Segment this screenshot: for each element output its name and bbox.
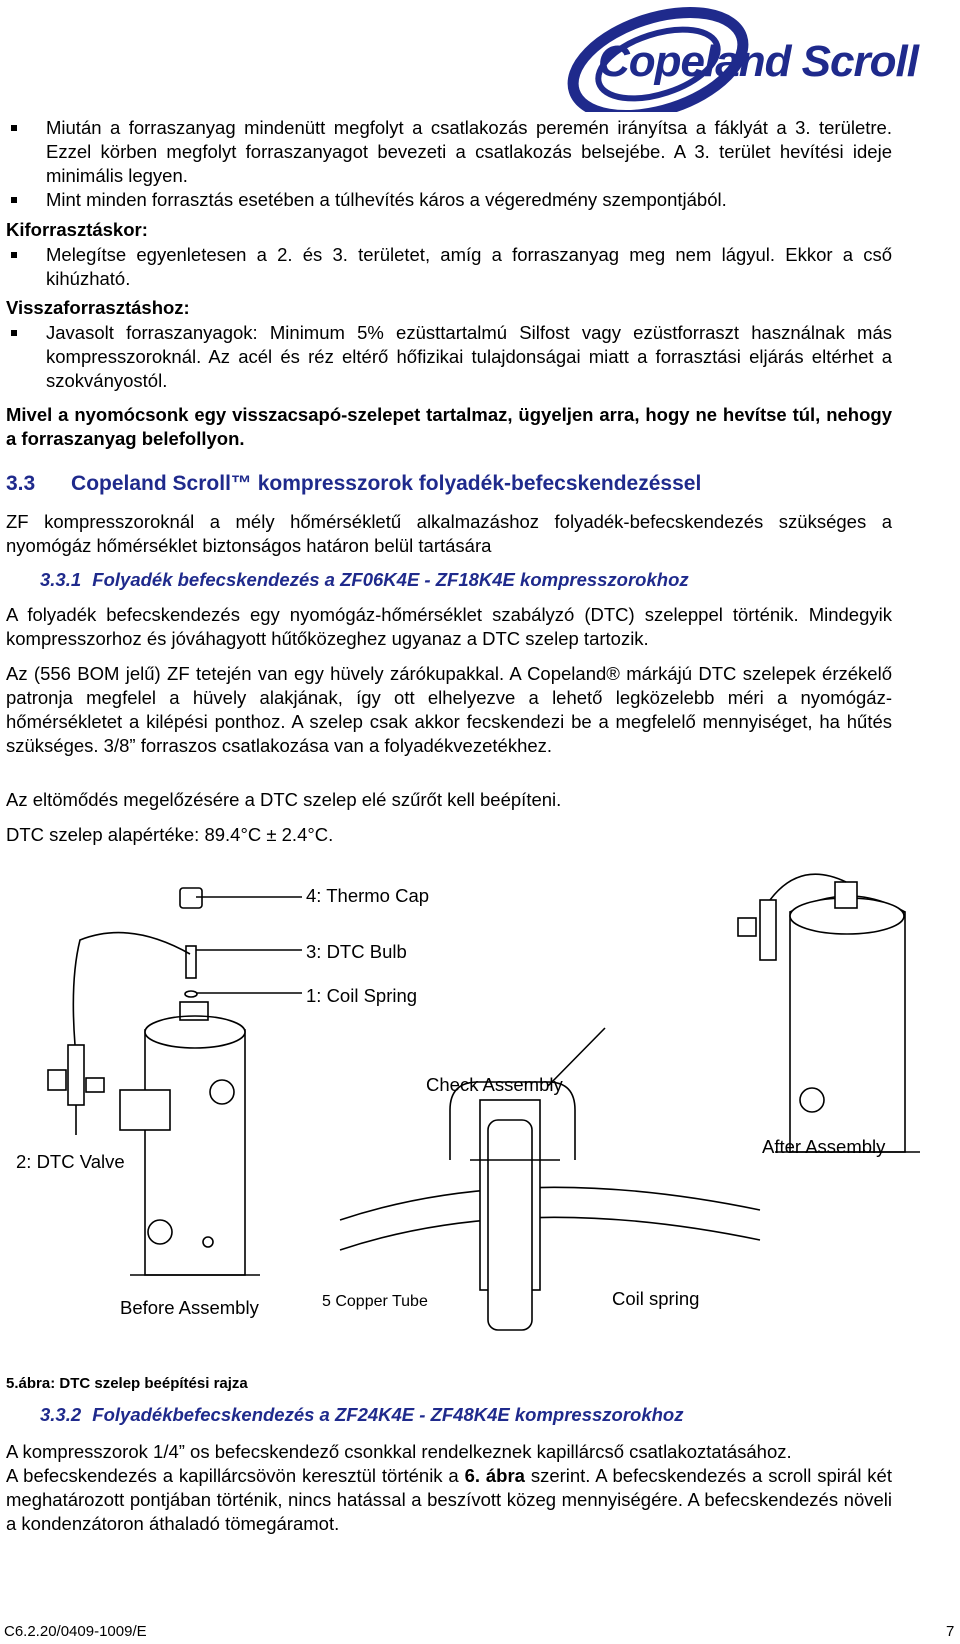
- label-coil-spring-1: 1: Coil Spring: [306, 985, 418, 1006]
- list-item: Miután a forraszanyag mindenütt megfolyt a csatlakozás peremén irányítsa a fáklyát a 3. területre. Ezzel körben megfolyt forraszanyagot bevezeti a csatlakozás belsejébe. A 3. terület hevítési ideje minimális legyen.: [6, 116, 892, 188]
- subsection-number: 3.3.1: [40, 569, 82, 590]
- section-intro: ZF kompresszoroknál a mély hőmérsékletű alkalmazáshoz folyadék-befecskendezés szükséges a nyomógáz hőmérséklet biztonságos határon belül tartására: [6, 511, 892, 556]
- list-item: Javasolt forraszanyagok: Minimum 5% ezüsttartalmú Silfost vagy ezüstforraszt használnak más kompresszoroknál. Az acél és réz eltérő hőfizikai tulajdonságai miatt a forrasztási eljárás eltérhet a szokványostól.: [6, 321, 892, 393]
- warning-paragraph: Mivel a nyomócsonk egy visszacsapó-szelepet tartalmaz, ügyeljen arra, hogy ne hevítse túl, nehogy a forraszanyag belefollyon.: [6, 404, 892, 449]
- section-title: Copeland Scroll™ kompresszorok folyadék-befecskendezéssel: [71, 472, 702, 495]
- label-before-assembly: Before Assembly: [120, 1297, 259, 1318]
- list-item: Mint minden forrasztás esetében a túlhevítés káros a végeredmény szempontjából.: [6, 188, 892, 212]
- visszaforrasztas-heading: Visszaforrasztáshoz:: [6, 297, 190, 318]
- subsection-heading: [40, 1403, 683, 1427]
- paragraph: Az (556 BOM jelű) ZF tetején van egy hüvely zárókupakkal. A Copeland® márkájú DTC szelepek érzékelő patronja megfelel a hüvely alakjának, így ott elhelyezve a lehető legközelebb méri a nyomógáz-hőmérsékletet a kilépési ponthoz. A szelep csak akkor fecskendezi be a megfelelő mennyiséget, ha hűtés szükséges. 3/8” forraszos csatlakozása van a folyadékvezetékhez.: [6, 663, 892, 756]
- figure-caption: 5.ábra: DTC szelep beépítési rajza: [6, 1375, 248, 1392]
- label-coil-spring: Coil spring: [612, 1288, 700, 1309]
- before-assembly-compressor: [120, 1002, 260, 1275]
- list-item: Melegítse egyenletesen a 2. és 3. területet, amíg a forraszanyag meg nem lágyul. Ekkor a cső kihúzható.: [6, 243, 892, 291]
- copeland-scroll-logo: [558, 6, 958, 112]
- paragraph: Az eltömődés megelőzésére a DTC szelep elé szűrőt kell beépíteni.: [6, 789, 562, 810]
- kiforrasztas-list: [6, 243, 892, 291]
- paragraph: A folyadék befecskendezés egy nyomógáz-hőmérséklet szabályzó (DTC) szeleppel történik. Mindegyik kompresszorhoz és jóváhagyott hűtőközeghez ugyanaz a DTC szelep tartozik.: [6, 604, 892, 649]
- paragraph: A kompresszorok 1/4” os befecskendező csonkkal rendelkeznek kapillárcső csatlakoztatásához.: [6, 1441, 792, 1462]
- figure-reference: 6. ábra: [464, 1465, 525, 1486]
- label-dtc-valve: 2: DTC Valve: [16, 1151, 125, 1172]
- after-assembly-compressor: [738, 874, 920, 1152]
- thermo-cap-parts: [180, 888, 302, 997]
- label-after-assembly: After Assembly: [762, 1136, 886, 1157]
- paragraph-text: szerint. A befecskendezés a scroll spirál két meghatározott pontjában történik, nincs hatással a beszívott közeg mennyiségére. A befecskendezés növeli a kondenzátoron áthaladó tömegáramot.: [6, 1465, 892, 1534]
- kiforrasztas-heading: Kiforrasztáskor:: [6, 219, 148, 240]
- paragraph: [6, 1464, 892, 1536]
- subsection-title: Folyadék befecskendezés a ZF06K4E - ZF18K4E kompresszorokhoz: [92, 569, 689, 590]
- visszaforrasztas-list: [6, 321, 892, 393]
- paragraph: DTC szelep alapértéke: 89.4°C ± 2.4°C.: [6, 824, 334, 845]
- section-number: 3.3: [6, 472, 36, 495]
- footer-doc-code: C6.2.20/0409-1009/E: [4, 1623, 147, 1640]
- intro-bullet-list: [6, 116, 892, 212]
- label-copper-tube: 5 Copper Tube: [322, 1293, 428, 1310]
- paragraph-text: A befecskendezés a kapillárcsövön keresztül történik a: [6, 1465, 465, 1486]
- label-thermo-cap: 4: Thermo Cap: [306, 885, 430, 906]
- label-dtc-bulb: 3: DTC Bulb: [306, 941, 407, 962]
- logo-text: Copeland Scroll: [598, 37, 918, 86]
- section-heading: [6, 472, 701, 496]
- subsection-heading: [40, 568, 689, 592]
- subsection-title: Folyadékbefecskendezés a ZF24K4E - ZF48K4E kompresszorokhoz: [92, 1404, 684, 1425]
- subsection-number: 3.3.2: [40, 1404, 82, 1425]
- label-check-assembly: Check Assembly: [426, 1074, 563, 1095]
- footer-page-number: 7: [946, 1623, 955, 1640]
